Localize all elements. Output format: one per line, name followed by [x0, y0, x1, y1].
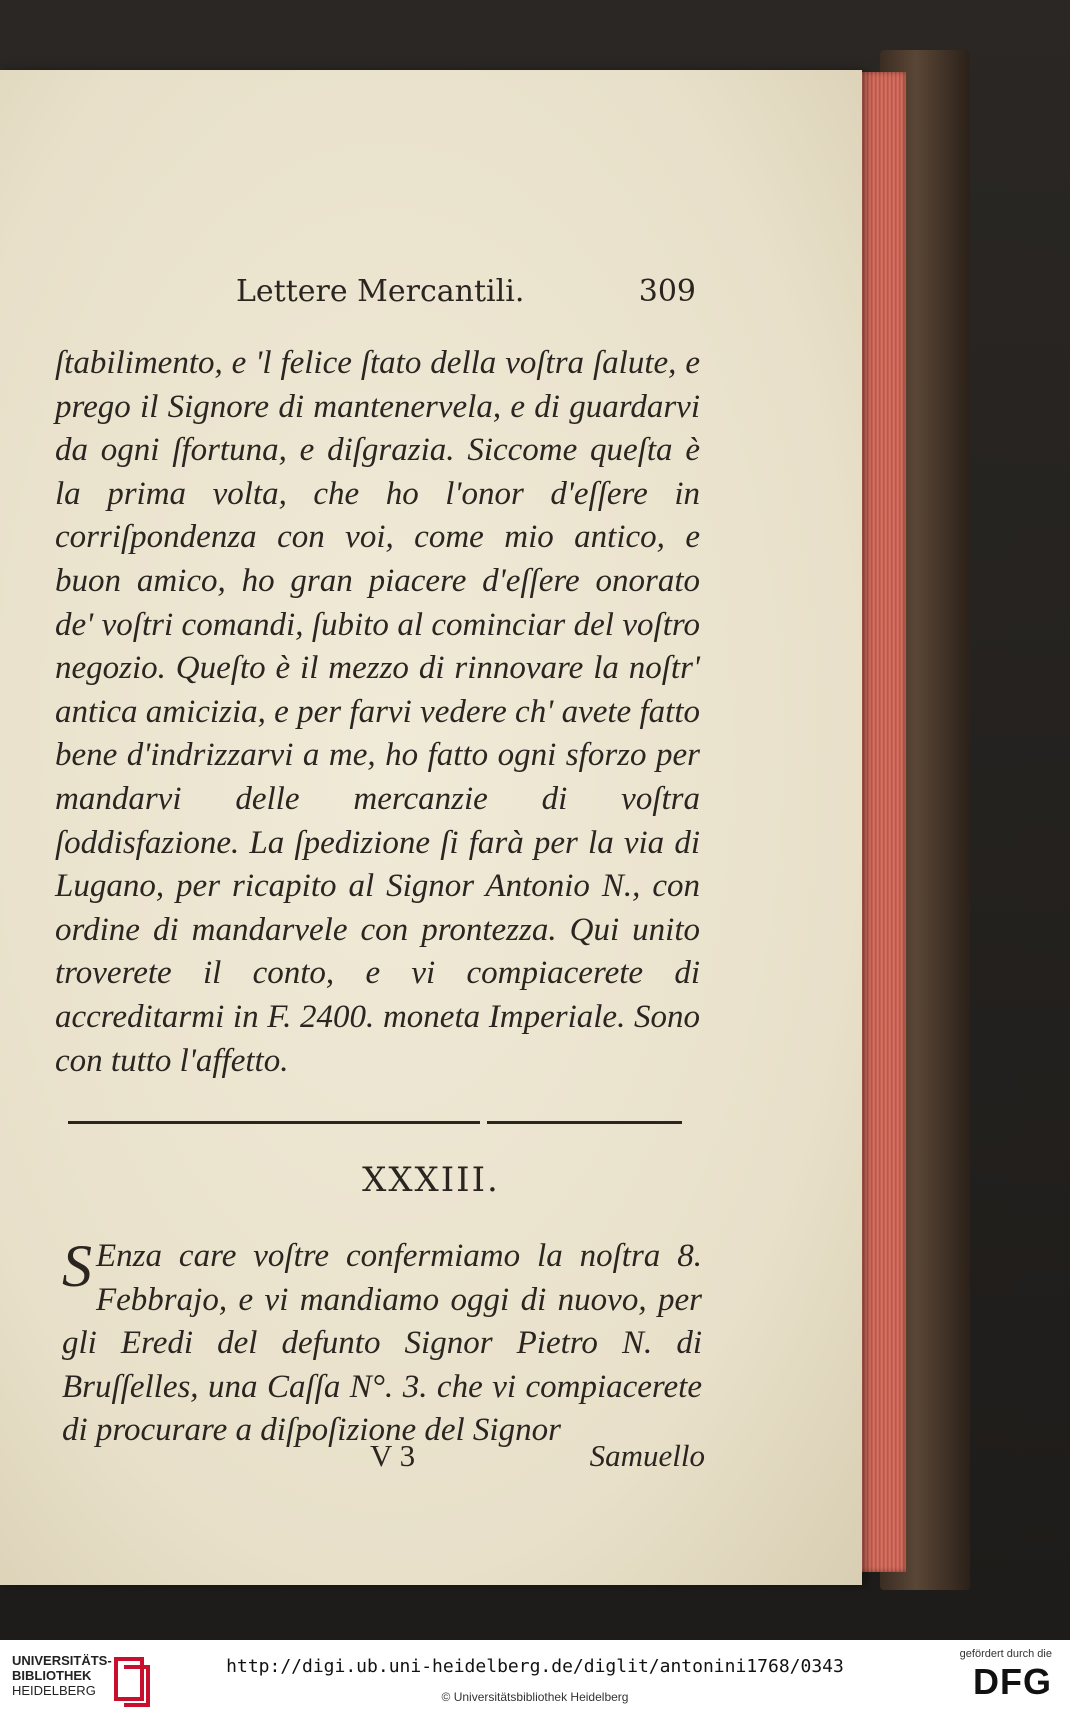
running-title: Lettere Mercantili.	[236, 274, 525, 309]
signature-mark: V 3	[370, 1438, 416, 1473]
letter-body-text: ſtabilimento, e 'l felice ſtato della voſtra ſalute, e prego il Signore di mantenervela, e di guardarvi da ogni ſfortuna, e diſgrazia. Siccome queſta è la prima volta, che ho l'onor d'eſſere in corriſpondenza con voi, come mio antico, e buon amico, ho gran piacere d'eſſere onorato de' voſtri comandi, ſubito al cominciar del voſtro negozio. Queſto è il mezzo di rinnovare la noſtr' antica amicizia, e per farvi vedere ch' avete fatto bene d'indrizzarvi a me, ho fatto ogni sforzo per mandarvi delle mercanzie di voſtra ſoddisfazione. La ſpedizione ſi farà per la via di Lugano, per ricapito al Signor Antonio N., con ordine di mandarvele con prontezza. Qui unito troverete il conto, e vi compiacerete di accreditarmi in F. 2400. moneta Imperiale. Sono con tutto l'affetto.	[55, 345, 700, 1079]
library-name-line2: BIBLIOTHEK	[12, 1668, 92, 1683]
copyright-notice: © Universitätsbibliothek Heidelberg	[441, 1690, 629, 1704]
page-foot	[370, 1438, 705, 1478]
section-heading: XXXIII.	[362, 1160, 500, 1200]
book-page	[0, 70, 862, 1585]
next-letter-body: Enza care voſtre confermiamo la noſtra 8. Febbrajo, e vi mandiamo oggi di nuovo, per gli Eredi del defunto Signor Pietro N. di Bruſſelles, una Caſſa N°. 3. che vi compiacerete di procurare a diſpoſizione del Signor	[62, 1238, 702, 1449]
drop-cap: S	[62, 1233, 92, 1299]
permalink-url[interactable]: http://digi.ub.uni-heidelberg.de/diglit/antonini1768/0343	[226, 1656, 844, 1677]
next-letter-text	[62, 1235, 702, 1453]
running-head	[236, 274, 696, 314]
library-name-line1: UNIVERSITÄTS-	[12, 1653, 112, 1668]
page-number: 309	[638, 274, 696, 309]
viewer-footer	[0, 1640, 1070, 1718]
funded-by-label: gefördert durch die	[959, 1648, 1052, 1660]
section-rule-right	[487, 1121, 682, 1124]
catchword: Samuello	[589, 1438, 705, 1473]
dfg-funding[interactable]	[932, 1648, 1052, 1712]
library-name-line3: HEIDELBERG	[12, 1683, 96, 1698]
section-rule-left	[68, 1121, 480, 1124]
dfg-logo-icon: DFG	[973, 1661, 1052, 1702]
page-edges-red	[856, 72, 906, 1572]
